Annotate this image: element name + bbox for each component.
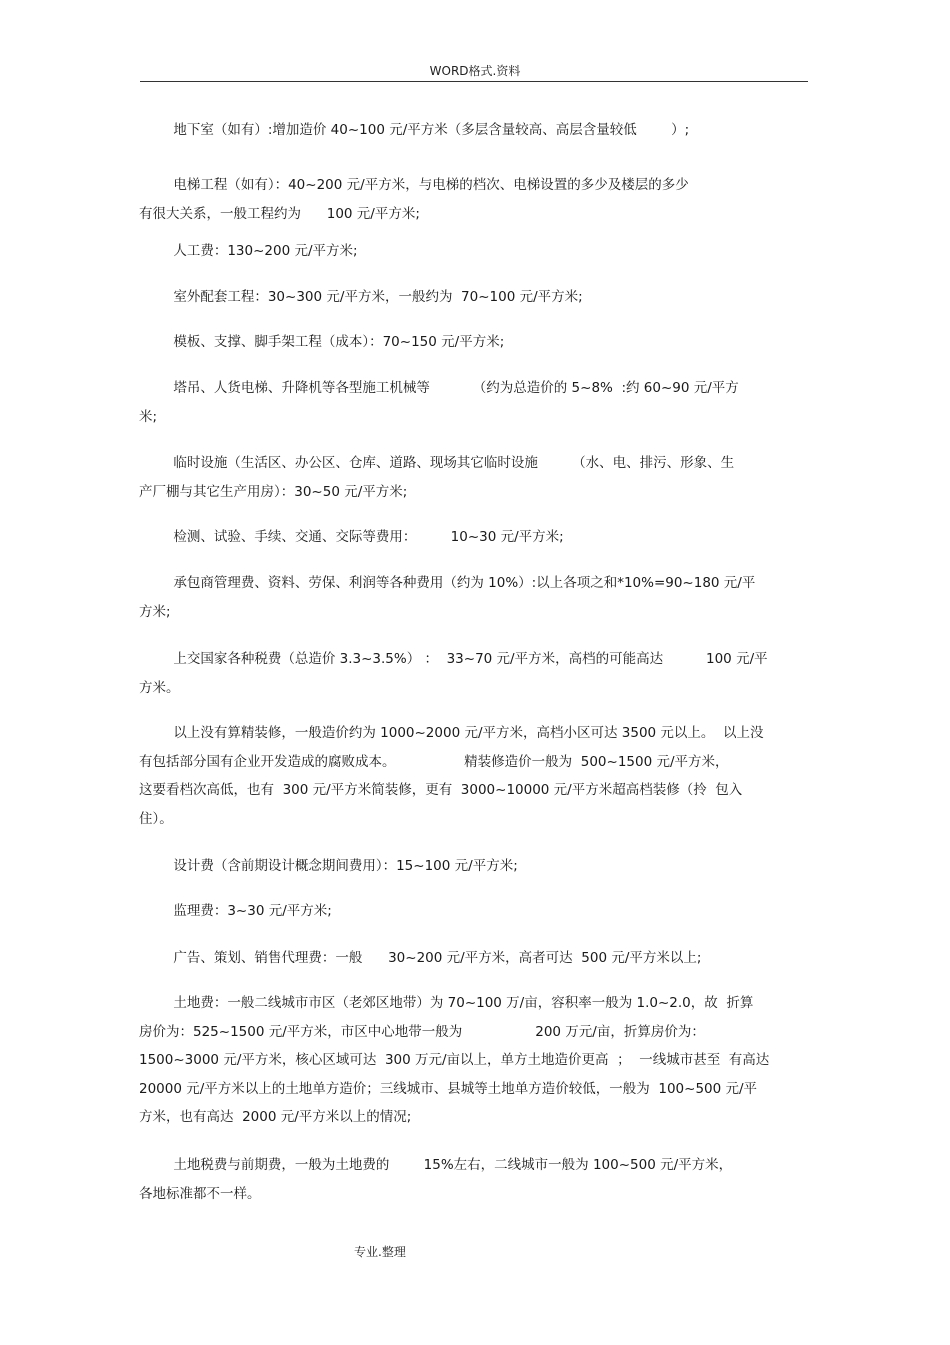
paragraph-land-taxes: 土地税费与前期费，一般为土地费的 15%左右，二线城市一般为 100~500 元/平方米， 各地标准都不一样。 [139,1157,733,1202]
paragraph-basement: 地下室（如有）:增加造价 40~100 元/平方米（多层含量较高、高层含量较低 ）; [139,122,690,138]
paragraph-formwork: 模板、支撑、脚手架工程（成本）：70~150 元/平方米; [139,334,505,350]
page-footer: 专业.整理 [354,1245,406,1259]
paragraph-advertising: 广告、策划、销售代理费：一般 30~200 元/平方米，高者可达 500 元/平方米以上; [139,950,702,966]
paragraph-management: 承包商管理费、资料、劳保、利润等各种费用（约为 10%）:以上各项之和*10%=90~180 元/平 方米; [139,575,756,620]
paragraph-taxes: 上交国家各种税费（总造价 3.3~3.5%） ： 33~70 元/平方米，高档的可能高达 100 元/平 方米。 [139,651,768,696]
paragraph-decoration: 以上没有算精装修，一般造价约为 1000~2000 元/平方米，高档小区可达 3500 元以上。 以上没 有包括部分国有企业开发造成的腐败成本。 精装修造价一般为 500~1500 元/平方米， 这要看档次高低，也有 300 元/平方米简装修，更有 3000~10000 元/平方米超高档装修（拎 包入 住）。 [139,725,764,827]
paragraph-temporary: 临时设施（生活区、办公区、仓库、道路、现场其它临时设施 （水、电、排污、形象、生 产厂棚与其它生产用房）：30~50 元/平方米; [139,455,735,500]
paragraph-labor: 人工费：130~200 元/平方米; [139,243,358,259]
paragraph-design: 设计费（含前期设计概念期间费用）：15~100 元/平方米; [139,858,518,874]
paragraph-supervision: 监理费：3~30 元/平方米; [139,903,332,919]
paragraph-machinery: 塔吊、人货电梯、升降机等各型施工机械等 （约为总造价的 5~8% :约 60~90 元/平方 米; [139,380,739,425]
paragraph-testing: 检测、试验、手续、交通、交际等费用： 10~30 元/平方米; [139,529,564,545]
paragraph-elevator: 电梯工程（如有）：40~200 元/平方米，与电梯的档次、电梯设置的多少及楼层的多少 有很大关系，一般工程约为 100 元/平方米; [139,177,689,222]
paragraph-outdoor: 室外配套工程：30~300 元/平方米，一般约为 70~100 元/平方米; [139,289,583,305]
page-header: WORD格式.资料 [429,64,521,78]
paragraph-land: 土地费：一般二线城市市区（老郊区地带）为 70~100 万/亩，容积率一般为 1.0~2.0，故 折算 房价为：525~1500 元/平方米，市区中心地带一般为 200 万元/亩，折算房价为： 1500~3000 元/平方米，核心区域可达 300 万元/亩以上，单方土地造价更高 ； 一线城市甚至 有高达 20000 元/平方米以上的土地单方造价；三线城市、县城等土地单方造价较低，一般为 100~500 元/平 方米，也有高达 2000 元/平方米以上的情况; [139,995,770,1125]
